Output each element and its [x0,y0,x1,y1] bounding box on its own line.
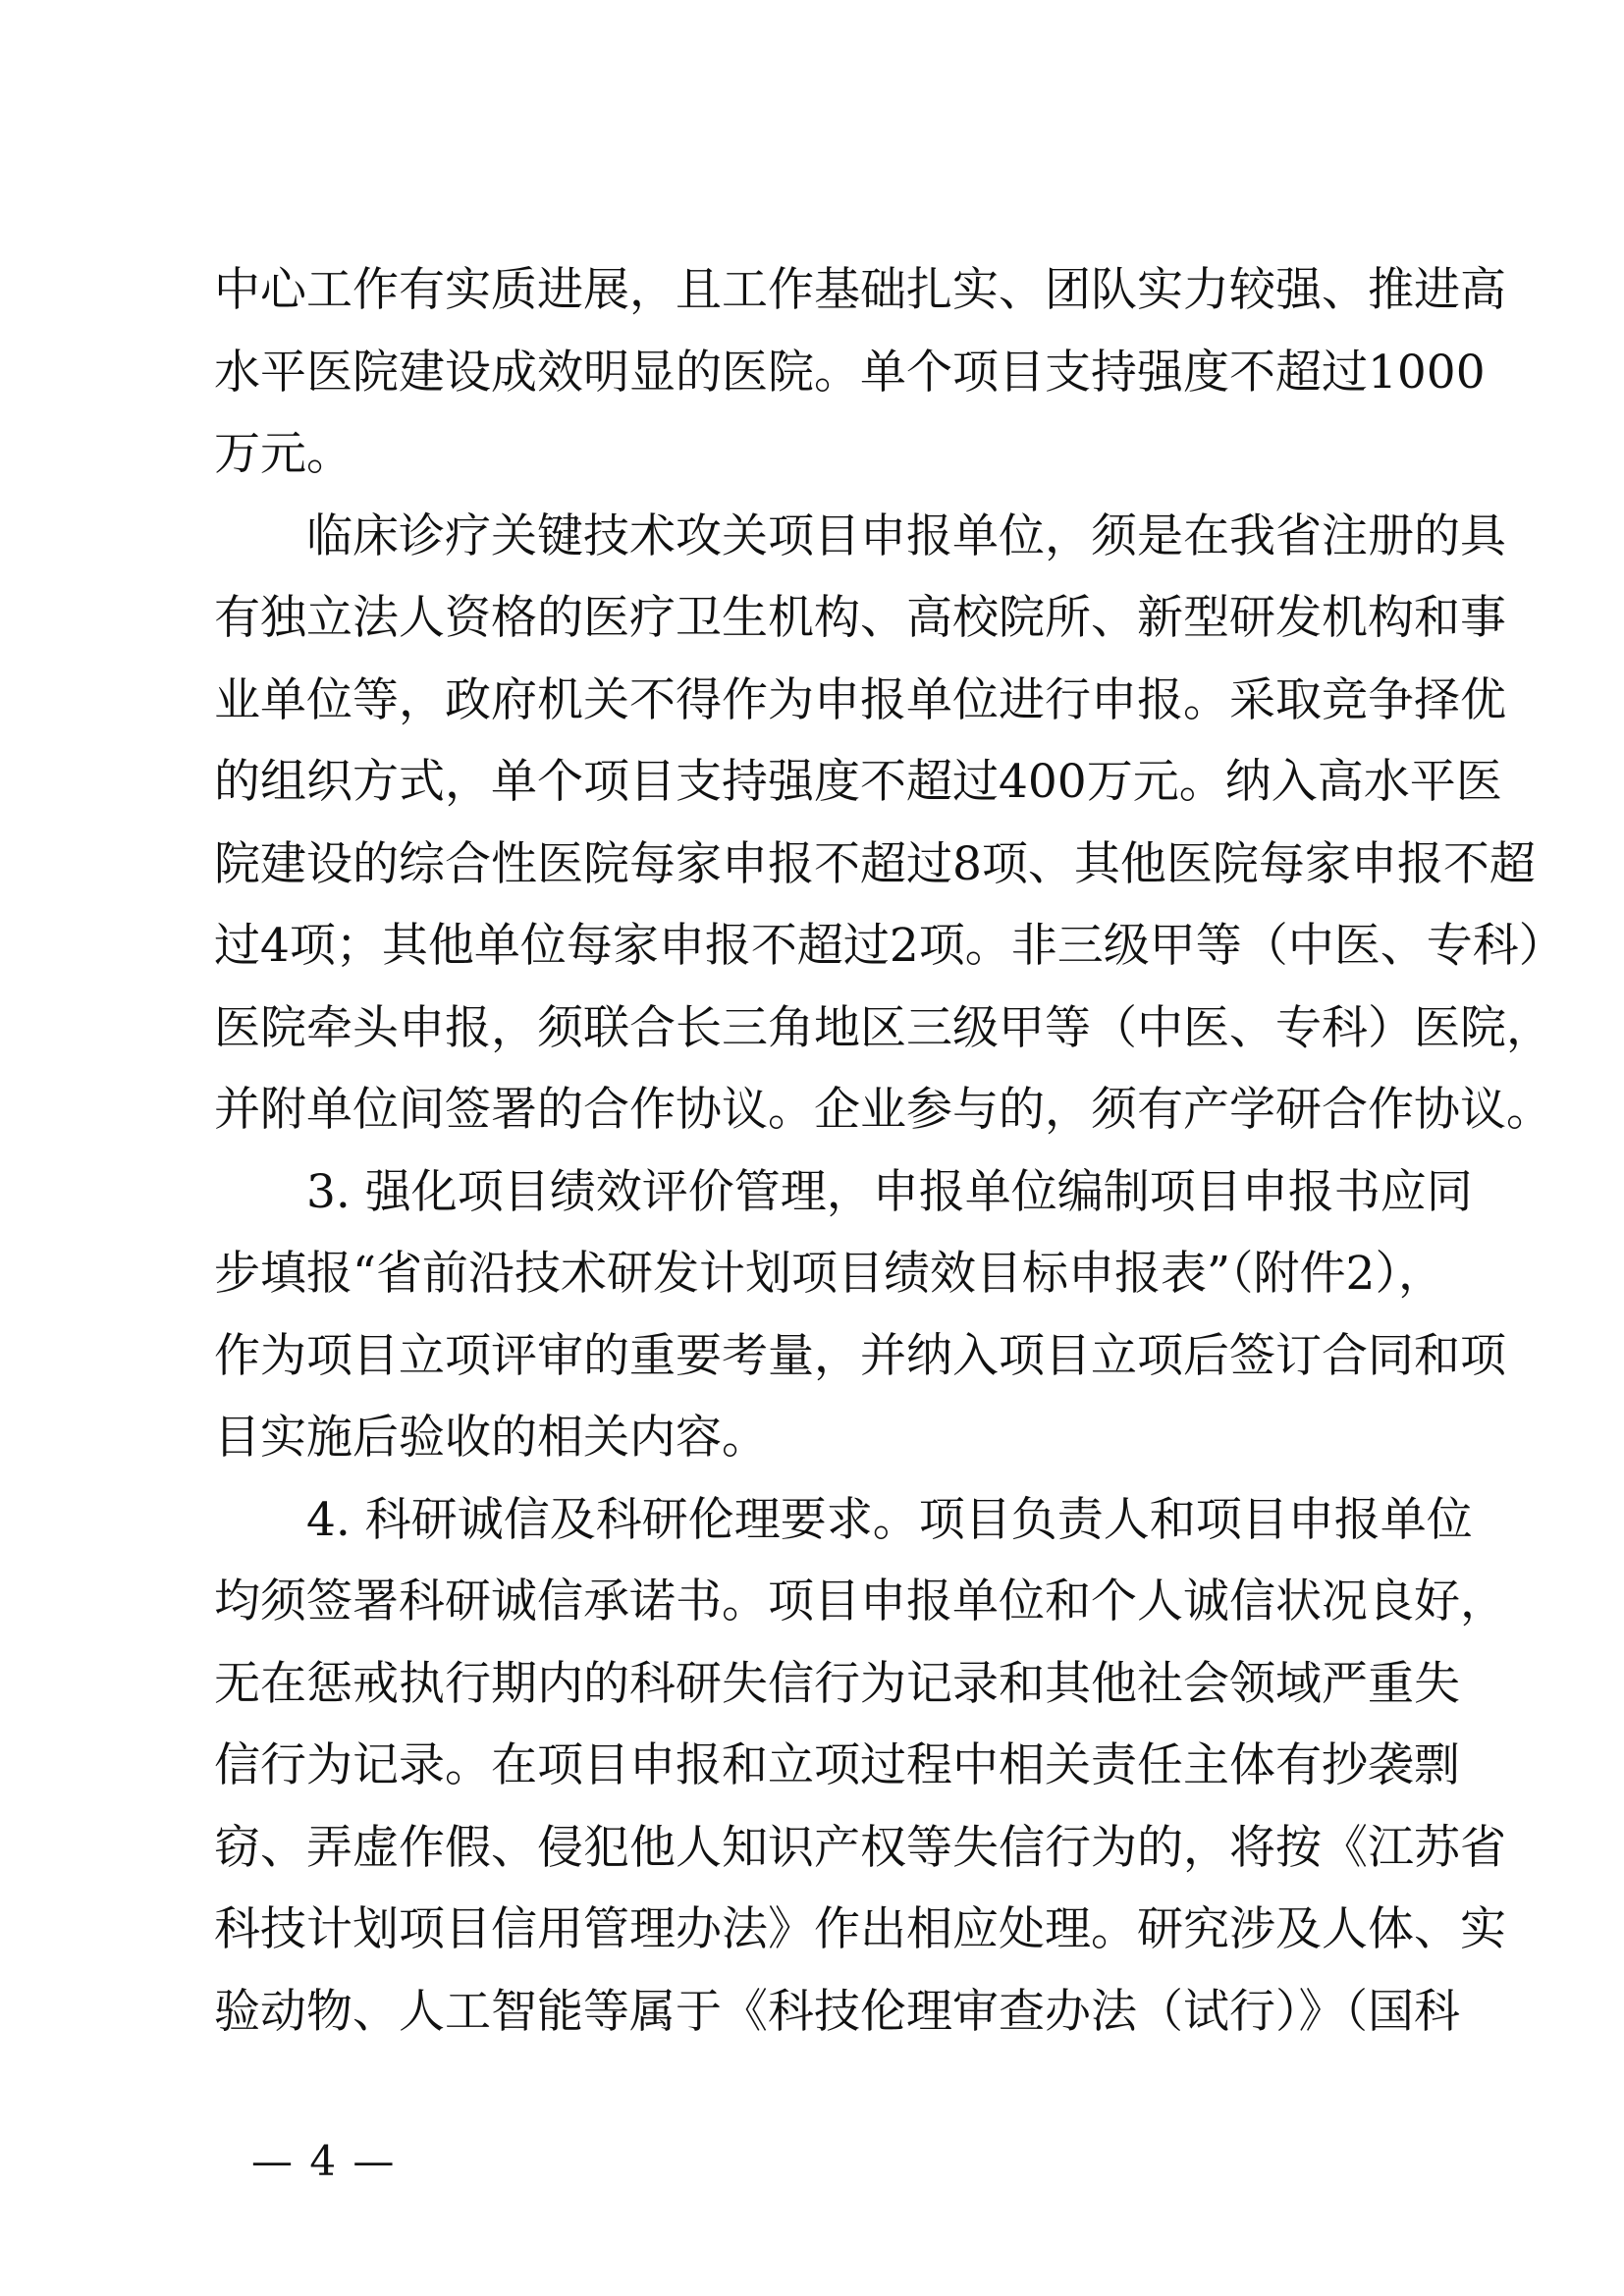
text-line: 作为项目立项评审的重要考量，并纳入项目立项后签订合同和项 [214,1328,1506,1383]
text-line: 验动物、人工智能等属于《科技伦理审查办法（试行）》（国科 [214,1984,1460,2039]
text-line: 并附单位间签署的合作协议。企业参与的，须有产学研合作协议。 [214,1083,1552,1137]
text-line: 科技计划项目信用管理办法》作出相应处理。研究涉及人体、实 [214,1902,1506,1956]
text-line: 过4项；其他单位每家申报不超过2项。非三级甲等（中医、专科） [214,919,1565,973]
page-number: — 4 — [251,2137,397,2185]
paragraph-first-line: 4. 科研诚信及科研伦理要求。项目负责人和项目申报单位 [306,1492,1473,1547]
text-line: 信行为记录。在项目申报和立项过程中相关责任主体有抄袭剽 [214,1738,1460,1792]
text-line: 有独立法人资格的医疗卫生机构、高校院所、新型研发机构和事 [214,591,1506,645]
text-line: 的组织方式，单个项目支持强度不超过400万元。纳入高水平医 [214,755,1502,809]
text-line: 中心工作有实质进展，且工作基础扎实、团队实力较强、推进高 [214,263,1506,317]
paragraph-first-line: 临床诊疗关键技术攻关项目申报单位，须是在我省注册的具 [306,508,1506,563]
text-line: 院建设的综合性医院每家申报不超过8项、其他医院每家申报不超 [214,836,1536,891]
text-line: 目实施后验收的相关内容。 [214,1411,768,1465]
text-line: 无在惩戒执行期内的科研失信行为记录和其他社会领域严重失 [214,1656,1460,1711]
document-body [214,249,1565,2053]
text-line: 水平医院建设成效明显的医院。单个项目支持强度不超过1000 [214,345,1486,400]
text-line: 业单位等，政府机关不得作为申报单位进行申报。采取竞争择优 [214,672,1506,727]
text-line: 医院牵头申报，须联合长三角地区三级甲等（中医、专科）医院， [214,1000,1552,1055]
text-line: 步填报“省前沿技术研发计划项目绩效目标申报表”（附件2）， [214,1247,1444,1301]
paragraph-first-line: 3. 强化项目绩效评价管理，申报单位编制项目申报书应同 [306,1164,1473,1219]
text-line: 均须签署科研诚信承诺书。项目申报单位和个人诚信状况良好， [214,1575,1506,1629]
text-line: 窃、弄虚作假、侵犯他人知识产权等失信行为的，将按《江苏省 [214,1820,1506,1875]
text-line: 万元。 [214,427,352,481]
